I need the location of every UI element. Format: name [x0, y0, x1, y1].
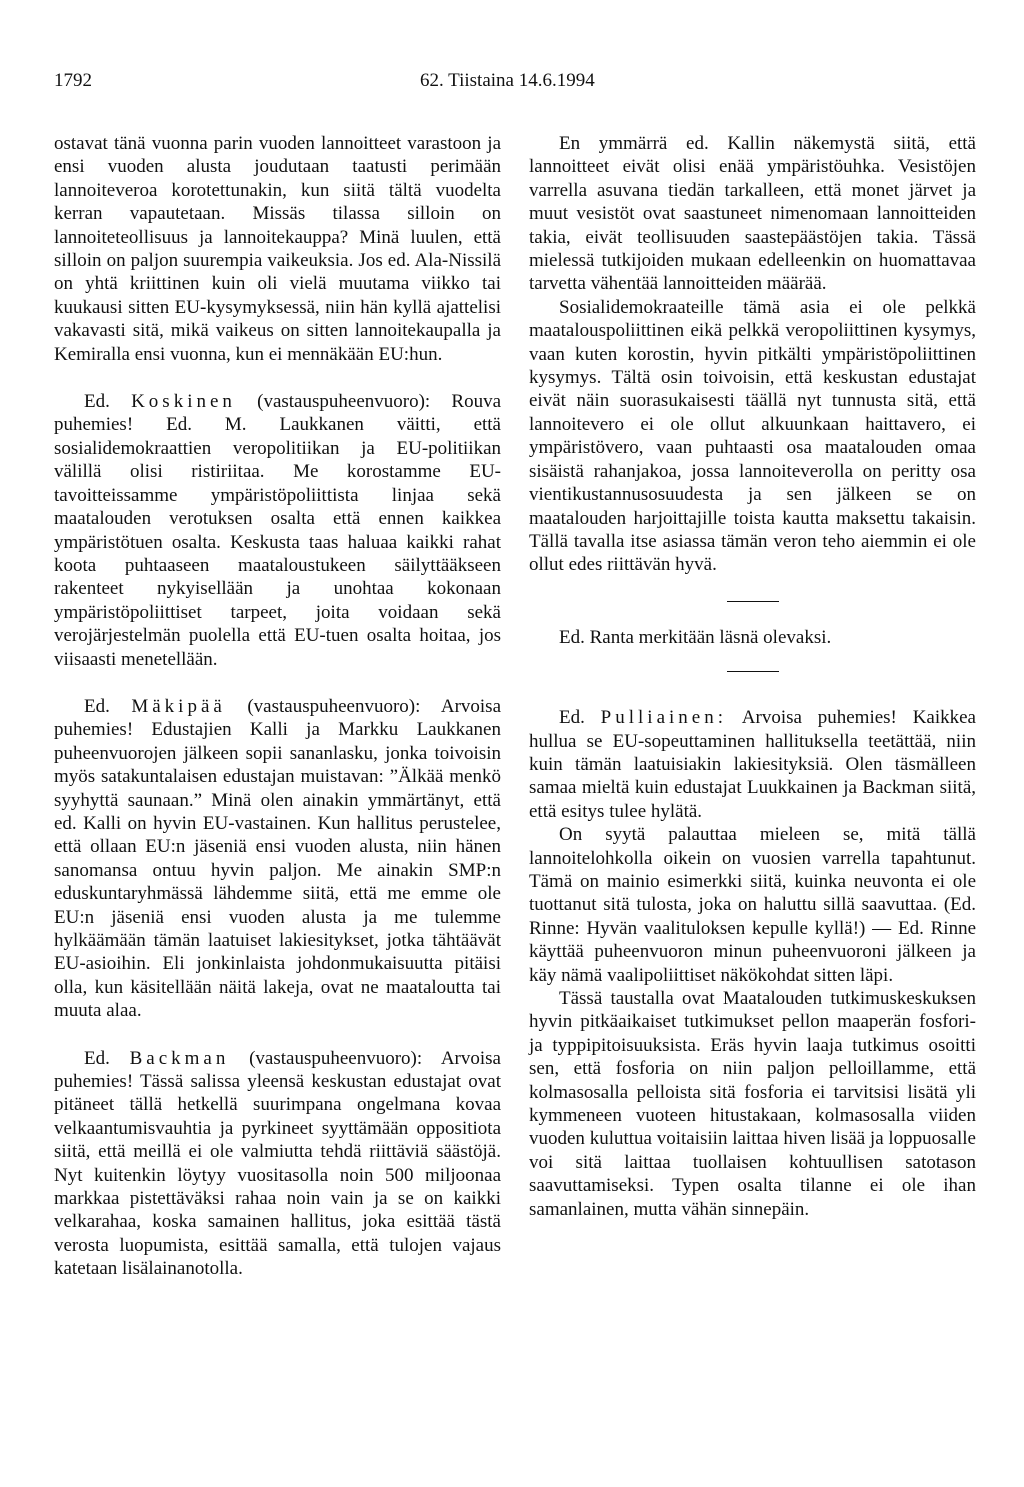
left-column — [54, 132, 501, 1281]
speaker-prefix: Ed. — [84, 391, 110, 413]
speech-makipaa — [54, 695, 501, 1023]
speech-backman — [54, 1047, 501, 1281]
speaker-name: Koskinen — [131, 391, 236, 413]
paragraph: On syytä palauttaa mieleen se, mitä tällä lannoitelohkolla oikein on vuosien varrella tapahtunut. Tämä on mainio esimerkki siitä, kuinka neuvonta ei ole tuottanut sitä tulosta, joka on haluttu sillä saavuttaa. (Ed. Rinne: Hyvän vaalituloksen kepulle kyllä!) — Ed. Rinne käyttää puheenvuoron minun puheenvuoroni jälkeen ja käy nämä vaalipoliittiset näkökohdat sitten läpi. — [529, 824, 976, 986]
speaker-prefix: Ed. — [559, 707, 585, 729]
section-divider — [727, 601, 779, 602]
right-column — [529, 132, 976, 1221]
speaker-name: Pulliainen: — [600, 707, 727, 729]
page-number: 1792 — [54, 70, 92, 91]
speech-text: (vastauspuheenvuoro): Arvoisa puhemies! Tässä salissa yleensä keskustan edustajat ovat pitäneet tällä hetkellä suurimpana ongelmana kovaa velkaantumisvauhtia ja pyrkineet syyttämään oppositiota siitä, että meillä ei ole valmiutta tehdä riittäviä säästöjä. Nyt kuitenkin löytyy vuositasolla noin 500 miljoonaa markkaa pistettäväksi rahaa noin vain ja se on kaikki velkarahaa, koska samainen hallitus, joka esittää tästä verosta luopumista, esittää samalla, että tulojen vajaus katetaan lisälainanotolla. — [54, 1047, 501, 1280]
speech-text: (vastauspuheenvuoro): Arvoisa puhemies! Edustajien Kalli ja Markku Laukkanen puheenvuorojen jälkeen sopii sananlasku, jonka toivoisin myös satakuntalaisen edustajan muistavan: ”Älkää menkö syyhyttä saunaan.” Minä olen ainakin ymmärtänyt, että ed. Kalli on hyvin EU-vastainen. Kun hallitus perustelee, että ollaan EU:n jäseniä ensi vuoden alusta, niin hänen sanomansa ontuu hyvin paljon. Me ainakin SMP:n eduskuntaryhmässä lähdemme siitä, että me emme ole EU:n jäseniä ensi vuoden alusta ja me tulemme hylkäämään tämän laatuiset lakiesitykset, jotka tähtäävät EU-asioihin. Eli jonkinlaista johdonmukaisuutta pitäisi olla, kun käsitellään näitä lakeja, ovat ne maataloutta tai muuta alaa. — [54, 695, 502, 1022]
speech-text: Arvoisa puhemies! Kaikkea hullua se EU-sopeuttaminen hallituksella teetättää, niin kuin tämän laatuisiakin lakiesityksiä. Olen täsmälleen samaa mieltä kuin edustajat Luukkainen ja Backman siitä, että esitys tulee hylätä. — [529, 707, 976, 822]
speech-koskinen — [54, 390, 501, 671]
page-header — [0, 70, 1024, 98]
paragraph: Tässä taustalla ovat Maatalouden tutkimuskeskuksen hyvin pitkäaikaiset tutkimukset pellon maaperän fosfori- ja typpipitoisuuksista. Eräs hyvin laaja tutkimus osoitti sen, että fosforia on niin paljon pelloillamme, että kolmasosalla pelloista sitä fosforia ei tarvitsisi lisätä yli kymmeneen vuoteen hitustakaan, kolmasosalla viiden vuoden kuluttua voitaisiin laittaa hiven lisää ja loppuosalle voi sitä laittaa tuollaisen kohtuullisen satotason saavuttamiseksi. Typen osalta tilanne ei ole ihan samanlainen, mutta vähän sinnepäin. — [529, 988, 976, 1220]
speaker-name: Backman — [129, 1047, 230, 1069]
speaker-prefix: Ed. — [84, 695, 110, 717]
speech-text: (vastauspuheenvuoro): Rouva puhemies! Ed. M. Laukkanen väitti, että sosialidemokraattien veropolitiikan ja EU-politiikan välillä olisi ristiriitaa. Me korostamme EU-tavoitteissamme ympäristöpoliittista linjaa sekä maatalouden verotuksen osalta että ennen kaikkea ympäristötuen osalta. Keskusta taas haluaa kaikki rahat koota puhtaaseen maataloustukeen säilyttääkseen rakenteet nykyisellään ja unohtaa kokonaan ympäristöpoliittiset tarpeet, joita voidaan sekä verojärjestelmän puolella että EU-tuen osalta hoitaa, jos viisaasti menetellään. — [54, 391, 502, 670]
paragraph-continuation: ostavat tänä vuonna parin vuoden lannoitteet varastoon ja ensi vuoden alusta joudutaan taatusti perimään lannoiteveroa korotettunakin, kun siitä tältä vuodelta kerran vapautetaan. Missäs tilassa silloin on lannoiteteollisuus ja lannoitekauppa? Minä luulen, että silloin on paljon suurempia vaikeuksia. Jos ed. Ala-Nissilä on yhtä kriittinen kuin oli vielä muutama viikko tai kuukausi sitten EU-kysymyksessä, niin hän kyllä ajattelisi vakavasti sitä, mikä vaikeus on sitten lannoitekaupalla ja Kemiralla ensi vuonna, kun ei mennäkään EU:hun. — [54, 133, 501, 365]
speaker-prefix: Ed. — [84, 1047, 110, 1069]
attendance-notice: Ed. Ranta merkitään läsnä olevaksi. — [559, 626, 832, 648]
session-title: 62. Tiistaina 14.6.1994 — [420, 70, 595, 91]
speaker-name: Mäkipää — [131, 695, 226, 717]
speech-pulliainen — [529, 706, 976, 823]
paragraph: Sosialidemokraateille tämä asia ei ole pelkkä maatalouspoliittinen eikä pelkkä veropoliittinen kysymys, vaan kuten korostin, hyvin pitkälti ympäristöpoliittinen kysymys. Tältä osin toivoisin, että keskustan edustajat eivät näin suorasukaisesti täällä nyt tunnusta sitä, että lannoitevero ei ole ollut alkuunkaan haittavero, ei ympäristövero, vaan puhtaasti osa maatalouden omaa sisäistä rahanjakoa, jossa lannoiteverolla on peritty osa vientikustannusosuudesta ja sen jälkeen se on maatalouden harjoittajille toista kautta maksettu takaisin. Tällä tavalla itse asiassa tämän veron teho aiemmin ei ole ollut edes riittävän hyvä. — [529, 296, 976, 576]
paragraph: En ymmärrä ed. Kallin näkemystä siitä, että lannoitteet eivät olisi enää ympäristöuhka. Vesistöjen varrella asuvana tiedän tarkalleen, että monet järvet ja muut vesistöt ovat saastuneet nimenomaan lannoitteiden takia, eivät teollisuuden saastepäästöjen takia. Tässä mielessä tutkijoiden mukaan edelleenkin on huomattavaa tarvetta vähentää lannoitteiden määrää. — [529, 133, 976, 295]
section-divider — [727, 671, 779, 672]
